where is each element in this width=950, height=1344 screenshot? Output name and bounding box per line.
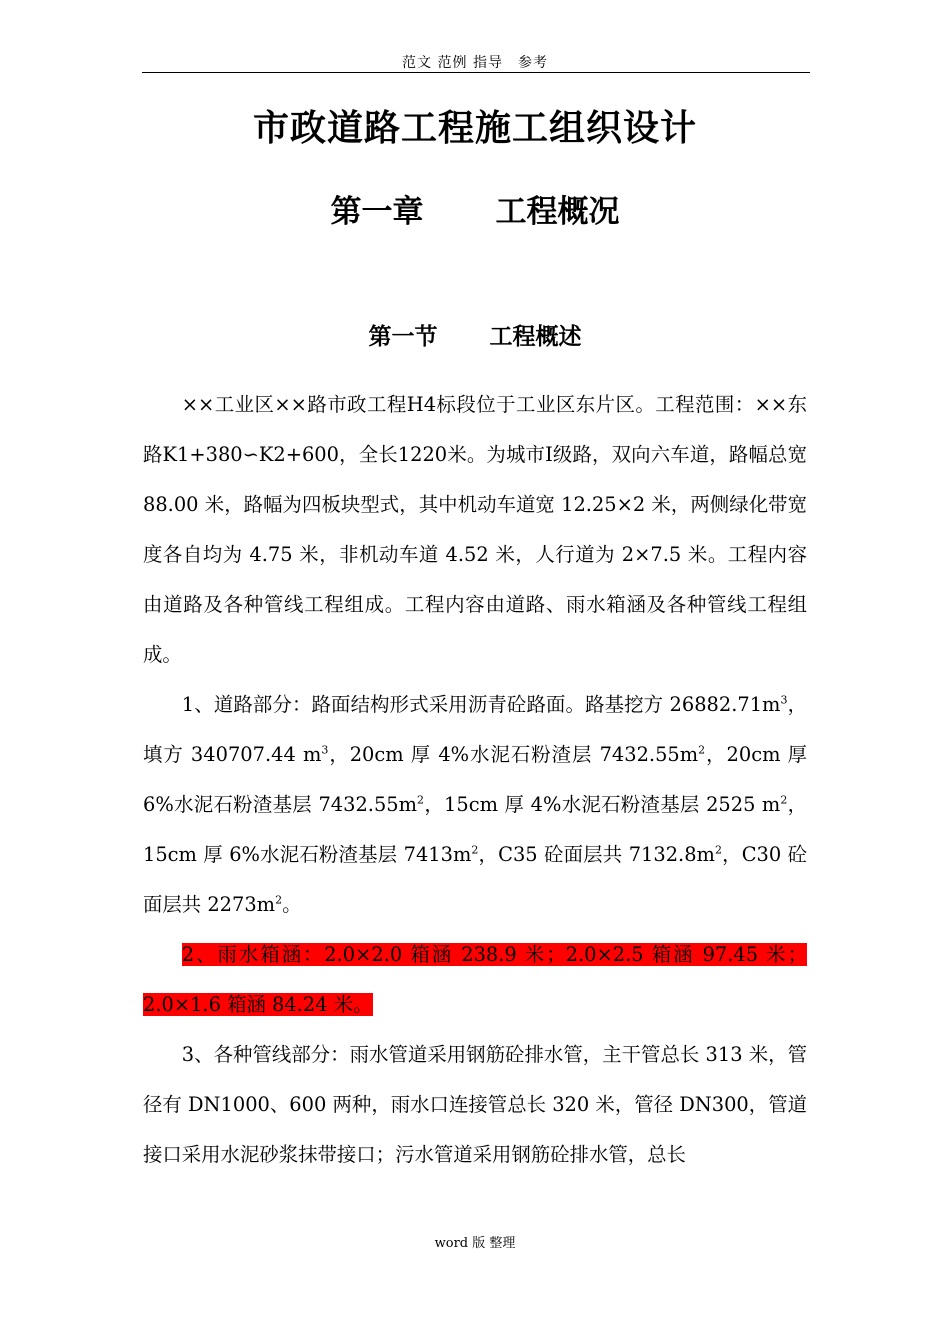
paragraph-road: 1、道路部分：路面结构形式采用沥青砼路面。路基挖方 $26882.71m^3$，填方 340707.44 $m^3$，20cm 厚 4%水泥石粉渣层 $7432.55m^2$，20cm 厚 6%水泥石粉渣基层 $7432.55m^2$，15cm 厚 4%水泥石粉渣基层 2525 $m^2$，15cm 厚 6%水泥石粉渣基层 $7413m^2$，C35 砼面层共 $7132.8m^2$，C30 砼面层共 $2273m^2$。	[143, 693, 808, 916]
body-text	[143, 380, 807, 1180]
section-heading	[0, 318, 950, 351]
header-divider	[142, 72, 810, 73]
highlighted-text: 2、雨水箱涵：2.0×2.0 箱涵 238.9 米；2.0×2.5 箱涵 97.45 米；2.0×1.6 箱涵 84.24 米。	[143, 943, 807, 1016]
paragraph-pipelines: 3、各种管线部分：雨水管道采用钢筋砼排水管，主干管总长 313 米，管径有 DN1000、600 两种，雨水口连接管总长 320 米，管径 DN300，管道接口采用水泥砂浆抹带接口；污水管道采用钢筋砼排水管，总长	[143, 1043, 807, 1166]
chapter-number: 第一章	[330, 194, 424, 230]
chapter-heading	[0, 186, 950, 231]
paragraph-overview: ××工业区××路市政工程H4标段位于工业区东片区。工程范围：××东路K1+380∽K2+600，全长1220米。为城市Ⅰ级路，双向六车道，路幅总宽 88.00 米，路幅为四板块型式，其中机动车道宽 12.25×2 米，两侧绿化带宽度各自均为 4.75 米，非机动车道 4.52 米，人行道为 2×7.5 米。工程内容由道路及各种管线工程组成。工程内容由道路、雨水箱涵及各种管线工程组成。	[143, 393, 807, 666]
section-number: 第一节	[368, 324, 438, 350]
page-header: 范文 范例 指导 参考	[402, 55, 548, 71]
page-footer: word 版 整理	[434, 1236, 516, 1251]
chapter-name: 工程概况	[495, 194, 620, 230]
section-name: 工程概述	[489, 324, 582, 350]
document-title: 市政道路工程施工组织设计	[252, 108, 697, 149]
paragraph-culvert	[143, 930, 807, 1030]
